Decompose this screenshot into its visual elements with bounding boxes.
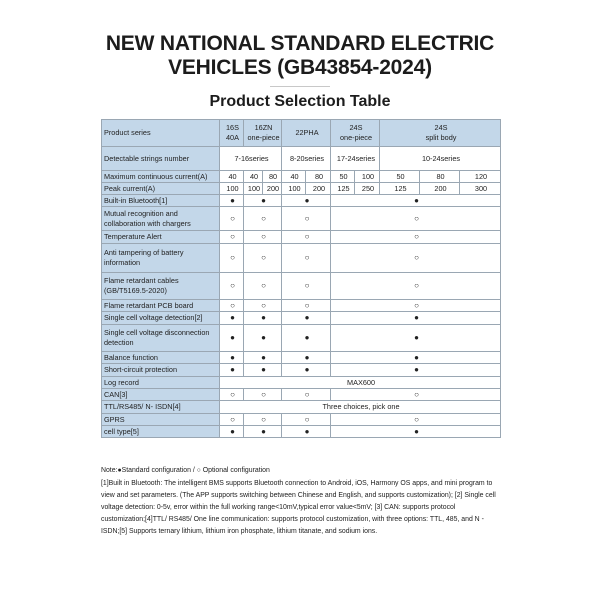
table-cell: 50	[380, 171, 420, 183]
table-row	[102, 414, 501, 426]
standard-dot: ●	[282, 325, 331, 352]
table-cell: 40	[244, 171, 263, 183]
optional-circle: ○	[220, 389, 244, 401]
standard-dot: ●	[331, 364, 501, 377]
optional-circle: ○	[282, 231, 331, 244]
table-cell: 50	[331, 171, 355, 183]
title-divider	[270, 86, 330, 87]
table-cell: 200	[420, 183, 460, 195]
row-label: Short-circuit protection	[102, 364, 220, 377]
optional-circle: ○	[220, 414, 244, 426]
legend-note: Note:●Standard configuration / ○ Optional configuration	[101, 467, 270, 474]
optional-circle: ○	[282, 414, 331, 426]
table-cell: 200	[306, 183, 331, 195]
series-16zn-one-piece: 16ZN one-piece	[244, 120, 282, 147]
table-row	[102, 195, 501, 207]
table-cell: 80	[263, 171, 282, 183]
table-cell: 10-24series	[380, 147, 501, 171]
standard-dot: ●	[220, 325, 244, 352]
table-cell: 40	[220, 171, 244, 183]
standard-dot: ●	[282, 352, 331, 364]
table-row	[102, 273, 501, 300]
row-label: Single cell voltage detection[2]	[102, 312, 220, 325]
table-row	[102, 364, 501, 377]
title-line-2: VEHICLES (GB43854-2024)	[168, 56, 432, 79]
standard-dot: ●	[244, 426, 282, 438]
optional-circle: ○	[331, 300, 501, 312]
optional-circle: ○	[282, 273, 331, 300]
optional-circle: ○	[331, 389, 501, 401]
optional-circle: ○	[244, 300, 282, 312]
table-row	[102, 120, 501, 147]
optional-circle: ○	[282, 389, 331, 401]
table-cell: 17-24series	[331, 147, 380, 171]
table-cell: 300	[460, 183, 501, 195]
optional-circle: ○	[220, 273, 244, 300]
table-row	[102, 377, 501, 389]
row-label: GPRS	[102, 414, 220, 426]
footnote-text: [1]Built in Bluetooth: The intelligent BMS supports Bluetooth connection to Android, iOS, Harmony OS apps, and mini program to view and set parameters. (The APP supports switching between Chinese and English, and supports customization); [2] Single cell voltage detection: 0-5v, error within the full working range<10mV,typical error value<5mV; [3] CAN: supports protocol customization;[4]TTL/ RS485/ One line communication: supports protocol customization, with three options: TTL, 485, and N - ISDN;[5] Supports ternary lithium, lithium iron phosphate, lithium titanate, and sodium ions.	[101, 480, 496, 535]
table-cell: 125	[380, 183, 420, 195]
table-cell: Three choices, pick one	[220, 401, 501, 414]
row-label: TTL/RS485/ N- ISDN[4]	[102, 401, 220, 414]
footnotes	[101, 465, 501, 538]
optional-circle: ○	[331, 207, 501, 231]
table-row	[102, 244, 501, 273]
standard-dot: ●	[331, 195, 501, 207]
table-row	[102, 325, 501, 352]
table-cell: 7-16series	[220, 147, 282, 171]
standard-dot: ●	[220, 364, 244, 377]
standard-dot: ●	[282, 364, 331, 377]
standard-dot: ●	[331, 325, 501, 352]
row-label: Temperature Alert	[102, 231, 220, 244]
table-cell: MAX600	[220, 377, 501, 389]
row-label: CAN[3]	[102, 389, 220, 401]
standard-dot: ●	[282, 195, 331, 207]
table-cell: 125	[331, 183, 355, 195]
table-cell: 100	[282, 183, 306, 195]
row-label: Mutual recognition and collaboration with chargers	[102, 207, 220, 231]
table-cell: 80	[420, 171, 460, 183]
optional-circle: ○	[244, 389, 282, 401]
optional-circle: ○	[244, 231, 282, 244]
optional-circle: ○	[282, 207, 331, 231]
table-row	[102, 183, 501, 195]
standard-dot: ●	[244, 352, 282, 364]
row-label: cell type[5]	[102, 426, 220, 438]
table-row	[102, 312, 501, 325]
row-label: Single cell voltage disconnection detection	[102, 325, 220, 352]
table-row	[102, 171, 501, 183]
table-cell: 200	[263, 183, 282, 195]
table-cell: 40	[282, 171, 306, 183]
row-label: Flame retardant cables (GB/T5169.5-2020)	[102, 273, 220, 300]
optional-circle: ○	[331, 231, 501, 244]
table-row	[102, 389, 501, 401]
standard-dot: ●	[282, 426, 331, 438]
standard-dot: ●	[331, 312, 501, 325]
series-24s-one-piece: 24S one-piece	[331, 120, 380, 147]
row-label: Peak current(A)	[102, 183, 220, 195]
row-label: Product series	[102, 120, 220, 147]
standard-dot: ●	[220, 312, 244, 325]
standard-dot: ●	[244, 364, 282, 377]
optional-circle: ○	[244, 207, 282, 231]
table-cell: 100	[355, 171, 380, 183]
standard-dot: ●	[331, 426, 501, 438]
row-label: Balance function	[102, 352, 220, 364]
series-16s-40a: 16S 40A	[220, 120, 244, 147]
table-row	[102, 147, 501, 171]
optional-circle: ○	[220, 207, 244, 231]
table-row	[102, 231, 501, 244]
optional-circle: ○	[220, 231, 244, 244]
table-cell: 120	[460, 171, 501, 183]
standard-dot: ●	[282, 312, 331, 325]
standard-dot: ●	[244, 195, 282, 207]
page-title	[0, 32, 600, 80]
table-cell: 250	[355, 183, 380, 195]
row-label: Log record	[102, 377, 220, 389]
row-label: Flame retardant PCB board	[102, 300, 220, 312]
row-label: Anti tampering of battery information	[102, 244, 220, 273]
row-label: Detectable strings number	[102, 147, 220, 171]
optional-circle: ○	[220, 300, 244, 312]
series-22pha: 22PHA	[282, 120, 331, 147]
optional-circle: ○	[331, 414, 501, 426]
optional-circle: ○	[331, 273, 501, 300]
title-line-1: NEW NATIONAL STANDARD ELECTRIC	[105, 32, 495, 55]
product-selection-table	[101, 119, 501, 438]
table-title: Product Selection Table	[209, 93, 391, 110]
optional-circle: ○	[220, 244, 244, 273]
standard-dot: ●	[220, 195, 244, 207]
table-cell: 100	[244, 183, 263, 195]
table-row	[102, 352, 501, 364]
series-24s-split-body: 24S split body	[380, 120, 501, 147]
table-row	[102, 426, 501, 438]
optional-circle: ○	[244, 414, 282, 426]
optional-circle: ○	[331, 244, 501, 273]
table-cell: 80	[306, 171, 331, 183]
standard-dot: ●	[244, 325, 282, 352]
table-cell: 8-20series	[282, 147, 331, 171]
optional-circle: ○	[244, 273, 282, 300]
optional-circle: ○	[282, 300, 331, 312]
optional-circle: ○	[282, 244, 331, 273]
row-label: Maximum continuous current(A)	[102, 171, 220, 183]
optional-circle: ○	[244, 244, 282, 273]
standard-dot: ●	[220, 426, 244, 438]
table-row	[102, 401, 501, 414]
table-cell: 100	[220, 183, 244, 195]
table-row	[102, 207, 501, 231]
standard-dot: ●	[331, 352, 501, 364]
table-row	[102, 300, 501, 312]
standard-dot: ●	[220, 352, 244, 364]
standard-dot: ●	[244, 312, 282, 325]
row-label: Built-in Bluetooth[1]	[102, 195, 220, 207]
